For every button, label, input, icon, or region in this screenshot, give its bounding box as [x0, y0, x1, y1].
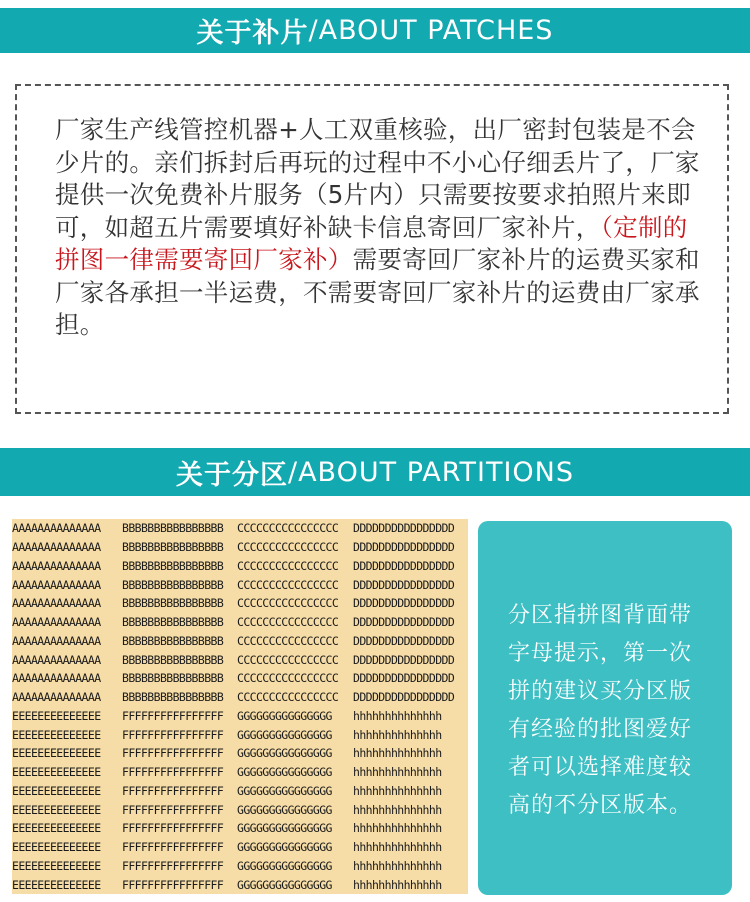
letters-segment: CCCCCCCCCCCCCCCC	[237, 633, 339, 648]
letters-segment: FFFFFFFFFFFFFFFF	[122, 783, 224, 798]
letters-segment: BBBBBBBBBBBBBBBB	[122, 690, 224, 705]
letters-segment: BBBBBBBBBBBBBBBB	[122, 615, 224, 630]
partitions-banner	[0, 448, 750, 496]
letters-segment: CCCCCCCCCCCCCCCC	[237, 558, 339, 573]
letters-segment: DDDDDDDDDDDDDDDD	[353, 577, 455, 592]
letters-segment: DDDDDDDDDDDDDDDD	[353, 671, 455, 686]
letters-segment: DDDDDDDDDDDDDDDD	[353, 521, 455, 536]
letters-segment: AAAAAAAAAAAAAA	[12, 671, 101, 686]
letters-row	[12, 575, 468, 594]
letters-segment: FFFFFFFFFFFFFFFF	[122, 765, 224, 780]
letters-segment: DDDDDDDDDDDDDDDD	[353, 596, 455, 611]
letters-row	[12, 632, 468, 651]
letters-segment: AAAAAAAAAAAAAA	[12, 633, 101, 648]
letters-segment: EEEEEEEEEEEEEE	[12, 840, 101, 855]
patches-text-highlight: （定制的拼图一律需要寄回厂家补）	[55, 212, 688, 274]
letters-segment: FFFFFFFFFFFFFFFF	[122, 821, 224, 836]
letters-row	[12, 538, 468, 557]
patches-text-tail: 需要寄回厂家补片的运费买家和厂家各承担一半运费，不需要寄回厂家补片的运费由厂家承担。	[55, 245, 700, 339]
patches-title-cn: 关于补片	[196, 18, 309, 49]
letters-segment: FFFFFFFFFFFFFFFF	[122, 727, 224, 742]
letters-segment: hhhhhhhhhhhhhh	[353, 783, 442, 798]
letters-segment: AAAAAAAAAAAAAA	[12, 596, 101, 611]
letters-row	[12, 800, 468, 819]
patches-text-main: 厂家生产线管控机器+人工双重核验，出厂密封包装是不会少片的。亲们拆封后再玩的过程中不小心仔细丢片了，厂家提供一次免费补片服务（5片内）只需要按要求拍照片来即可，如超五片需要填好补缺卡信息寄回厂家补片，	[55, 115, 700, 242]
letters-segment: CCCCCCCCCCCCCCCC	[237, 690, 339, 705]
letters-segment: FFFFFFFFFFFFFFFF	[122, 877, 224, 892]
letters-segment: GGGGGGGGGGGGGGG	[237, 802, 332, 817]
letters-segment: CCCCCCCCCCCCCCCC	[237, 671, 339, 686]
letters-segment: EEEEEEEEEEEEEE	[12, 727, 101, 742]
letters-segment: BBBBBBBBBBBBBBBB	[122, 558, 224, 573]
letters-row	[12, 519, 468, 538]
letters-segment: AAAAAAAAAAAAAA	[12, 652, 101, 667]
letters-segment: hhhhhhhhhhhhhh	[353, 840, 442, 855]
letters-segment: GGGGGGGGGGGGGGG	[237, 858, 332, 873]
letters-segment: GGGGGGGGGGGGGGG	[237, 821, 332, 836]
letters-segment: DDDDDDDDDDDDDDDD	[353, 690, 455, 705]
letters-segment: hhhhhhhhhhhhhh	[353, 746, 442, 761]
letters-segment: AAAAAAAAAAAAAA	[12, 577, 101, 592]
letters-segment: BBBBBBBBBBBBBBBB	[122, 577, 224, 592]
letters-segment: EEEEEEEEEEEEEE	[12, 821, 101, 836]
letters-segment: GGGGGGGGGGGGGGG	[237, 727, 332, 742]
letters-row	[12, 613, 468, 632]
patches-banner	[0, 8, 750, 53]
letters-segment: EEEEEEEEEEEEEE	[12, 765, 101, 780]
letters-segment: CCCCCCCCCCCCCCCC	[237, 652, 339, 667]
letters-segment: AAAAAAAAAAAAAA	[12, 558, 101, 573]
letters-segment: CCCCCCCCCCCCCCCC	[237, 615, 339, 630]
partition-description: 分区指拼图背面带字母提示，第一次拼的建议买分区版有经验的批图爱好者可以选择难度较高的不分区版本。	[508, 603, 693, 818]
letters-row	[12, 763, 468, 782]
letters-segment: FFFFFFFFFFFFFFFF	[122, 858, 224, 873]
letters-segment: hhhhhhhhhhhhhh	[353, 877, 442, 892]
letters-segment: DDDDDDDDDDDDDDDD	[353, 615, 455, 630]
letters-segment: GGGGGGGGGGGGGGG	[237, 765, 332, 780]
letters-row	[12, 782, 468, 801]
letters-segment: hhhhhhhhhhhhhh	[353, 727, 442, 742]
letters-segment: CCCCCCCCCCCCCCCC	[237, 540, 339, 555]
letters-segment: GGGGGGGGGGGGGGG	[237, 783, 332, 798]
letters-segment: CCCCCCCCCCCCCCCC	[237, 577, 339, 592]
letters-segment: BBBBBBBBBBBBBBBB	[122, 633, 224, 648]
letters-segment: AAAAAAAAAAAAAA	[12, 540, 101, 555]
letters-segment: GGGGGGGGGGGGGGG	[237, 708, 332, 723]
letters-segment: hhhhhhhhhhhhhh	[353, 765, 442, 780]
letters-row	[12, 669, 468, 688]
letters-segment: AAAAAAAAAAAAAA	[12, 690, 101, 705]
letters-segment: hhhhhhhhhhhhhh	[353, 802, 442, 817]
letters-segment: EEEEEEEEEEEEEE	[12, 858, 101, 873]
letters-segment: GGGGGGGGGGGGGGG	[237, 746, 332, 761]
letters-row	[12, 707, 468, 726]
letters-segment: FFFFFFFFFFFFFFFF	[122, 746, 224, 761]
letters-row	[12, 819, 468, 838]
letters-segment: BBBBBBBBBBBBBBBB	[122, 521, 224, 536]
letters-segment: DDDDDDDDDDDDDDDD	[353, 652, 455, 667]
letters-segment: hhhhhhhhhhhhhh	[353, 708, 442, 723]
patches-description	[55, 114, 705, 342]
letters-row	[12, 838, 468, 857]
letters-segment: hhhhhhhhhhhhhh	[353, 858, 442, 873]
letters-segment: BBBBBBBBBBBBBBBB	[122, 652, 224, 667]
letters-row	[12, 857, 468, 876]
letters-segment: BBBBBBBBBBBBBBBB	[122, 671, 224, 686]
partition-info-card	[478, 521, 732, 895]
letters-segment: BBBBBBBBBBBBBBBB	[122, 596, 224, 611]
letters-segment: DDDDDDDDDDDDDDDD	[353, 633, 455, 648]
letters-segment: CCCCCCCCCCCCCCCC	[237, 521, 339, 536]
partition-letters-image	[12, 519, 468, 894]
letters-segment: GGGGGGGGGGGGGGG	[237, 877, 332, 892]
letters-segment: AAAAAAAAAAAAAA	[12, 521, 101, 536]
patches-info-box	[15, 84, 729, 414]
letters-segment: GGGGGGGGGGGGGGG	[237, 840, 332, 855]
patches-title-en: /ABOUT PATCHES	[308, 15, 554, 46]
letters-row	[12, 744, 468, 763]
letters-segment: EEEEEEEEEEEEEE	[12, 783, 101, 798]
letters-row	[12, 725, 468, 744]
letters-segment: FFFFFFFFFFFFFFFF	[122, 802, 224, 817]
letters-row	[12, 594, 468, 613]
letters-segment: FFFFFFFFFFFFFFFF	[122, 708, 224, 723]
letters-row	[12, 557, 468, 576]
letters-segment: EEEEEEEEEEEEEE	[12, 802, 101, 817]
letters-segment: EEEEEEEEEEEEEE	[12, 746, 101, 761]
letters-segment: DDDDDDDDDDDDDDDD	[353, 558, 455, 573]
letters-segment: DDDDDDDDDDDDDDDD	[353, 540, 455, 555]
letters-row	[12, 650, 468, 669]
letters-segment: FFFFFFFFFFFFFFFF	[122, 840, 224, 855]
letters-segment: EEEEEEEEEEEEEE	[12, 877, 101, 892]
letters-segment: hhhhhhhhhhhhhh	[353, 821, 442, 836]
letters-row	[12, 688, 468, 707]
letters-segment: CCCCCCCCCCCCCCCC	[237, 596, 339, 611]
letters-segment: AAAAAAAAAAAAAA	[12, 615, 101, 630]
letters-row	[12, 875, 468, 894]
partitions-title-cn: 关于分区	[175, 459, 288, 491]
letters-segment: EEEEEEEEEEEEEE	[12, 708, 101, 723]
letters-segment: BBBBBBBBBBBBBBBB	[122, 540, 224, 555]
partitions-title-en: /ABOUT PARTITIONS	[287, 456, 575, 488]
